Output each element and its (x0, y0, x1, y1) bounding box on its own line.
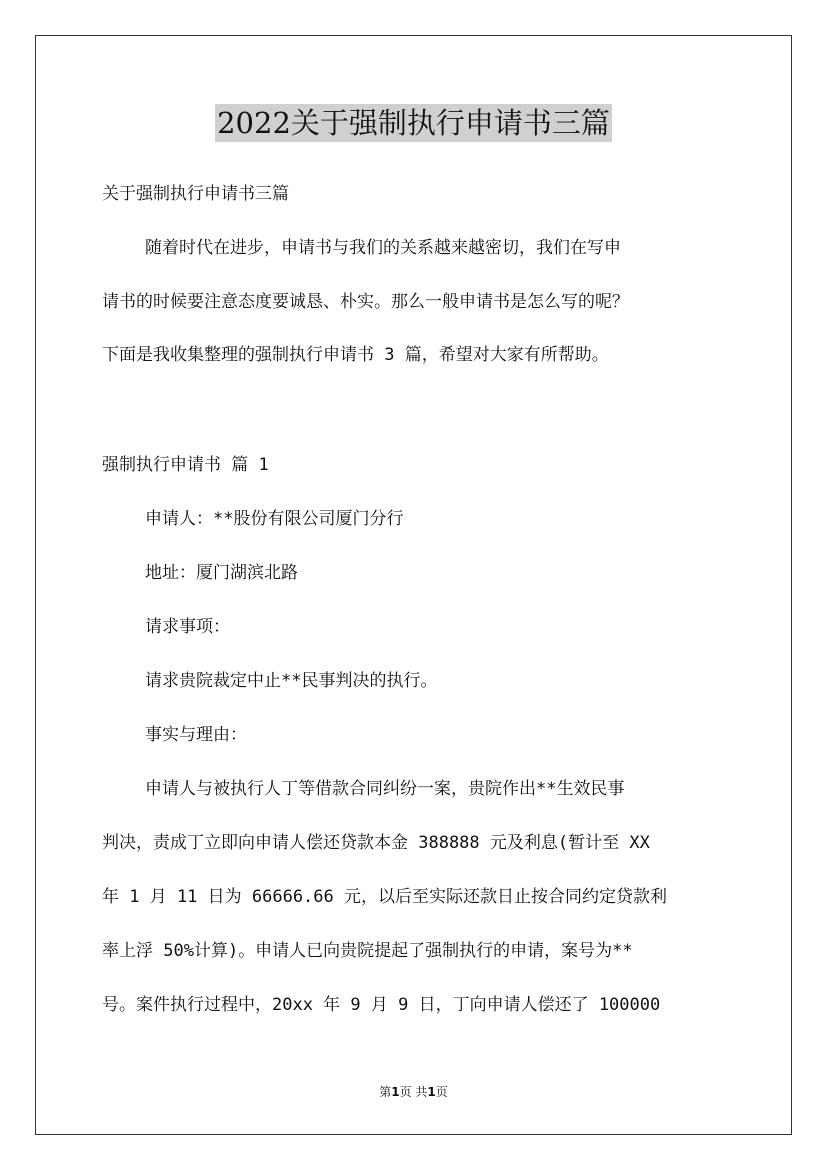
facts-line-1: 申请人与被执行人丁等借款合同纠纷一案，贵院作出**生效民事 (145, 779, 625, 799)
facts-heading: 事实与理由： (145, 725, 247, 745)
applicant-line: 申请人：**股份有限公司厦门分行 (145, 509, 404, 529)
section-heading: 强制执行申请书 篇 1 (102, 455, 269, 475)
request-heading: 请求事项： (145, 617, 230, 637)
footer-page-current: 1 (391, 1085, 400, 1099)
request-body: 请求贵院裁定中止**民事判决的执行。 (145, 671, 438, 691)
document-subtitle: 关于强制执行申请书三篇 (102, 184, 289, 204)
facts-line-5: 号。案件执行过程中，20xx 年 9 月 9 日，丁向申请人偿还了 100000 (102, 995, 661, 1015)
document-title: 2022关于强制执行申请书三篇 (217, 106, 610, 140)
footer-prefix: 第 (379, 1085, 392, 1099)
footer-suffix: 页 (435, 1085, 448, 1099)
facts-line-3: 年 1 月 11 日为 66666.66 元，以后至实际还款日止按合同约定贷款利 (102, 887, 667, 907)
address-line: 地址：厦门湖滨北路 (145, 563, 298, 583)
facts-line-4: 率上浮 50%计算)。申请人已向贵院提起了强制执行的申请，案号为** (102, 941, 633, 961)
footer-page-total: 1 (427, 1085, 436, 1099)
intro-line-3: 下面是我收集整理的强制执行申请书 3 篇，希望对大家有所帮助。 (102, 345, 609, 365)
intro-line-2: 请书的时候要注意态度要诚恳、朴实。那么一般申请书是怎么写的呢？ (102, 292, 629, 312)
intro-line-1: 随着时代在进步，申请书与我们的关系越来越密切，我们在写申 (145, 238, 621, 258)
footer-mid: 页 共 (399, 1085, 428, 1099)
page-footer (0, 1084, 827, 1100)
title-container (0, 104, 827, 142)
facts-line-2: 判决，责成丁立即向申请人偿还贷款本金 388888 元及利息(暂计至 XX (102, 833, 650, 853)
